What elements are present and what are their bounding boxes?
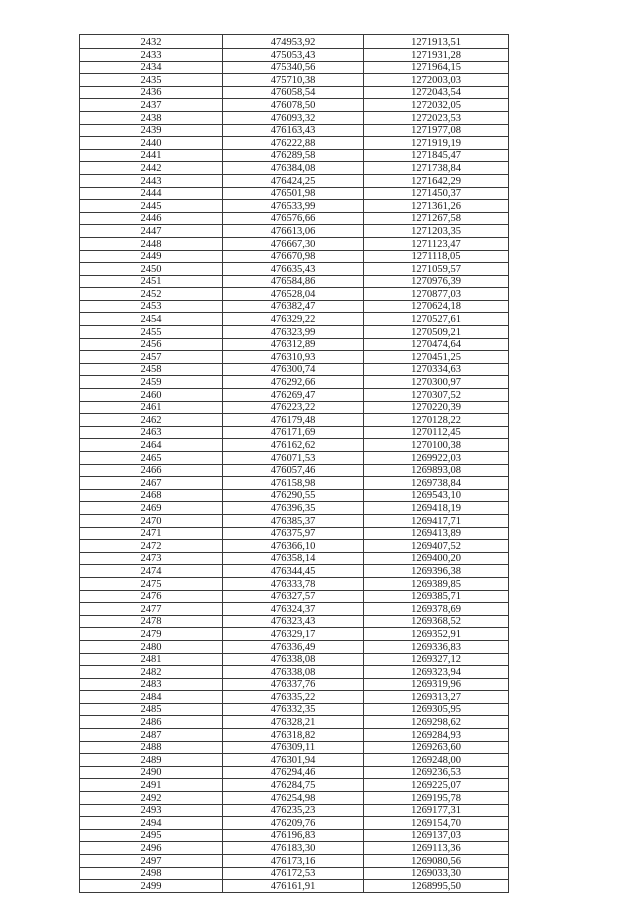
point-number-cell: 2487 [80, 729, 223, 742]
y-coordinate-cell: 1270128,22 [364, 414, 509, 427]
x-coordinate-cell: 476057,46 [223, 464, 364, 477]
y-coordinate-cell: 1269385,71 [364, 590, 509, 603]
point-number-cell: 2488 [80, 741, 223, 754]
x-coordinate-cell: 476335,22 [223, 691, 364, 704]
y-coordinate-cell: 1269195,78 [364, 792, 509, 805]
table-row [80, 263, 509, 276]
x-coordinate-cell: 476338,08 [223, 666, 364, 679]
table-row [80, 527, 509, 540]
x-coordinate-cell: 476292,66 [223, 376, 364, 389]
y-coordinate-cell: 1269080,56 [364, 855, 509, 868]
y-coordinate-cell: 1270100,38 [364, 439, 509, 452]
x-coordinate-cell: 476162,62 [223, 439, 364, 452]
point-number-cell: 2437 [80, 99, 223, 112]
y-coordinate-cell: 1269154,70 [364, 817, 509, 830]
point-number-cell: 2491 [80, 779, 223, 792]
table-row [80, 792, 509, 805]
coordinates-table-body [80, 35, 509, 893]
point-number-cell: 2443 [80, 174, 223, 187]
x-coordinate-cell: 476163,43 [223, 124, 364, 137]
y-coordinate-cell: 1270509,21 [364, 326, 509, 339]
point-number-cell: 2479 [80, 628, 223, 641]
point-number-cell: 2465 [80, 452, 223, 465]
x-coordinate-cell: 476179,48 [223, 414, 364, 427]
point-number-cell: 2451 [80, 275, 223, 288]
y-coordinate-cell: 1268995,50 [364, 880, 509, 893]
x-coordinate-cell: 476327,57 [223, 590, 364, 603]
y-coordinate-cell: 1271738,84 [364, 162, 509, 175]
point-number-cell: 2489 [80, 754, 223, 767]
x-coordinate-cell: 476289,58 [223, 149, 364, 162]
point-number-cell: 2446 [80, 212, 223, 225]
point-number-cell: 2483 [80, 678, 223, 691]
table-row [80, 288, 509, 301]
x-coordinate-cell: 476366,10 [223, 540, 364, 553]
point-number-cell: 2484 [80, 691, 223, 704]
x-coordinate-cell: 476284,75 [223, 779, 364, 792]
point-number-cell: 2477 [80, 603, 223, 616]
table-row [80, 691, 509, 704]
x-coordinate-cell: 476290,55 [223, 489, 364, 502]
table-row [80, 766, 509, 779]
point-number-cell: 2499 [80, 880, 223, 893]
y-coordinate-cell: 1271203,35 [364, 225, 509, 238]
table-row [80, 111, 509, 124]
y-coordinate-cell: 1269033,30 [364, 867, 509, 880]
table-row [80, 779, 509, 792]
y-coordinate-cell: 1269327,12 [364, 653, 509, 666]
point-number-cell: 2463 [80, 426, 223, 439]
point-number-cell: 2460 [80, 389, 223, 402]
point-number-cell: 2469 [80, 502, 223, 515]
point-number-cell: 2472 [80, 540, 223, 553]
table-row [80, 250, 509, 263]
x-coordinate-cell: 476375,97 [223, 527, 364, 540]
x-coordinate-cell: 476332,35 [223, 703, 364, 716]
point-number-cell: 2473 [80, 552, 223, 565]
table-row [80, 464, 509, 477]
point-number-cell: 2462 [80, 414, 223, 427]
coordinates-table [79, 34, 509, 893]
y-coordinate-cell: 1271964,15 [364, 61, 509, 74]
x-coordinate-cell: 476323,43 [223, 615, 364, 628]
x-coordinate-cell: 476172,53 [223, 867, 364, 880]
y-coordinate-cell: 1269137,03 [364, 829, 509, 842]
table-row [80, 35, 509, 49]
table-row [80, 565, 509, 578]
x-coordinate-cell: 475710,38 [223, 74, 364, 87]
x-coordinate-cell: 476338,08 [223, 653, 364, 666]
x-coordinate-cell: 476223,22 [223, 401, 364, 414]
x-coordinate-cell: 476078,50 [223, 99, 364, 112]
table-row [80, 514, 509, 527]
point-number-cell: 2448 [80, 237, 223, 250]
point-number-cell: 2456 [80, 338, 223, 351]
point-number-cell: 2496 [80, 842, 223, 855]
y-coordinate-cell: 1269407,52 [364, 540, 509, 553]
table-row [80, 678, 509, 691]
y-coordinate-cell: 1270624,18 [364, 300, 509, 313]
y-coordinate-cell: 1269248,00 [364, 754, 509, 767]
y-coordinate-cell: 1271642,29 [364, 174, 509, 187]
x-coordinate-cell: 476310,93 [223, 351, 364, 364]
y-coordinate-cell: 1271267,58 [364, 212, 509, 225]
y-coordinate-cell: 1269378,69 [364, 603, 509, 616]
table-row [80, 842, 509, 855]
table-row [80, 666, 509, 679]
x-coordinate-cell: 476533,99 [223, 200, 364, 213]
y-coordinate-cell: 1271931,28 [364, 49, 509, 62]
point-number-cell: 2490 [80, 766, 223, 779]
point-number-cell: 2450 [80, 263, 223, 276]
x-coordinate-cell: 476058,54 [223, 86, 364, 99]
point-number-cell: 2439 [80, 124, 223, 137]
point-number-cell: 2471 [80, 527, 223, 540]
point-number-cell: 2454 [80, 313, 223, 326]
table-row [80, 300, 509, 313]
y-coordinate-cell: 1271450,37 [364, 187, 509, 200]
point-number-cell: 2475 [80, 577, 223, 590]
y-coordinate-cell: 1269738,84 [364, 477, 509, 490]
table-row [80, 829, 509, 842]
x-coordinate-cell: 476158,98 [223, 477, 364, 490]
table-row [80, 855, 509, 868]
point-number-cell: 2493 [80, 804, 223, 817]
y-coordinate-cell: 1269225,07 [364, 779, 509, 792]
point-number-cell: 2474 [80, 565, 223, 578]
table-row [80, 212, 509, 225]
x-coordinate-cell: 474953,92 [223, 35, 364, 49]
table-row [80, 338, 509, 351]
y-coordinate-cell: 1269396,38 [364, 565, 509, 578]
table-row [80, 817, 509, 830]
x-coordinate-cell: 476344,45 [223, 565, 364, 578]
x-coordinate-cell: 476576,66 [223, 212, 364, 225]
point-number-cell: 2459 [80, 376, 223, 389]
point-number-cell: 2485 [80, 703, 223, 716]
x-coordinate-cell: 476093,32 [223, 111, 364, 124]
table-row [80, 653, 509, 666]
y-coordinate-cell: 1270220,39 [364, 401, 509, 414]
table-row [80, 200, 509, 213]
table-row [80, 363, 509, 376]
y-coordinate-cell: 1272023,53 [364, 111, 509, 124]
table-row [80, 452, 509, 465]
y-coordinate-cell: 1269298,62 [364, 716, 509, 729]
x-coordinate-cell: 476336,49 [223, 640, 364, 653]
y-coordinate-cell: 1269336,83 [364, 640, 509, 653]
x-coordinate-cell: 476613,06 [223, 225, 364, 238]
point-number-cell: 2476 [80, 590, 223, 603]
y-coordinate-cell: 1269418,19 [364, 502, 509, 515]
y-coordinate-cell: 1271059,57 [364, 263, 509, 276]
x-coordinate-cell: 476584,86 [223, 275, 364, 288]
point-number-cell: 2435 [80, 74, 223, 87]
table-row [80, 326, 509, 339]
table-row [80, 137, 509, 150]
x-coordinate-cell: 476222,88 [223, 137, 364, 150]
point-number-cell: 2434 [80, 61, 223, 74]
table-row [80, 74, 509, 87]
table-row [80, 577, 509, 590]
point-number-cell: 2436 [80, 86, 223, 99]
point-number-cell: 2455 [80, 326, 223, 339]
y-coordinate-cell: 1269284,93 [364, 729, 509, 742]
y-coordinate-cell: 1269177,31 [364, 804, 509, 817]
point-number-cell: 2480 [80, 640, 223, 653]
x-coordinate-cell: 476183,30 [223, 842, 364, 855]
x-coordinate-cell: 476384,08 [223, 162, 364, 175]
y-coordinate-cell: 1269352,91 [364, 628, 509, 641]
table-row [80, 552, 509, 565]
point-number-cell: 2470 [80, 514, 223, 527]
point-number-cell: 2441 [80, 149, 223, 162]
table-row [80, 313, 509, 326]
table-row [80, 162, 509, 175]
table-row [80, 729, 509, 742]
x-coordinate-cell: 476301,94 [223, 754, 364, 767]
x-coordinate-cell: 476196,83 [223, 829, 364, 842]
y-coordinate-cell: 1270300,97 [364, 376, 509, 389]
x-coordinate-cell: 476328,21 [223, 716, 364, 729]
table-row [80, 237, 509, 250]
x-coordinate-cell: 476171,69 [223, 426, 364, 439]
y-coordinate-cell: 1269922,03 [364, 452, 509, 465]
y-coordinate-cell: 1269368,52 [364, 615, 509, 628]
x-coordinate-cell: 476670,98 [223, 250, 364, 263]
table-row [80, 439, 509, 452]
table-row [80, 225, 509, 238]
x-coordinate-cell: 476667,30 [223, 237, 364, 250]
x-coordinate-cell: 476324,37 [223, 603, 364, 616]
x-coordinate-cell: 475340,56 [223, 61, 364, 74]
y-coordinate-cell: 1270527,61 [364, 313, 509, 326]
x-coordinate-cell: 476337,76 [223, 678, 364, 691]
y-coordinate-cell: 1269323,94 [364, 666, 509, 679]
table-row [80, 880, 509, 893]
y-coordinate-cell: 1271913,51 [364, 35, 509, 49]
table-row [80, 716, 509, 729]
x-coordinate-cell: 476424,25 [223, 174, 364, 187]
y-coordinate-cell: 1269417,71 [364, 514, 509, 527]
table-row [80, 489, 509, 502]
point-number-cell: 2486 [80, 716, 223, 729]
table-row [80, 590, 509, 603]
table-row [80, 628, 509, 641]
x-coordinate-cell: 476358,14 [223, 552, 364, 565]
y-coordinate-cell: 1271919,19 [364, 137, 509, 150]
y-coordinate-cell: 1270307,52 [364, 389, 509, 402]
point-number-cell: 2497 [80, 855, 223, 868]
x-coordinate-cell: 476501,98 [223, 187, 364, 200]
y-coordinate-cell: 1269263,60 [364, 741, 509, 754]
y-coordinate-cell: 1269236,53 [364, 766, 509, 779]
y-coordinate-cell: 1272032,05 [364, 99, 509, 112]
y-coordinate-cell: 1271118,05 [364, 250, 509, 263]
y-coordinate-cell: 1272043,54 [364, 86, 509, 99]
point-number-cell: 2433 [80, 49, 223, 62]
table-row [80, 49, 509, 62]
table-row [80, 502, 509, 515]
table-row [80, 61, 509, 74]
y-coordinate-cell: 1269543,10 [364, 489, 509, 502]
x-coordinate-cell: 476329,22 [223, 313, 364, 326]
table-row [80, 603, 509, 616]
x-coordinate-cell: 476333,78 [223, 577, 364, 590]
x-coordinate-cell: 476254,98 [223, 792, 364, 805]
x-coordinate-cell: 476309,11 [223, 741, 364, 754]
point-number-cell: 2464 [80, 439, 223, 452]
x-coordinate-cell: 476318,82 [223, 729, 364, 742]
y-coordinate-cell: 1269400,20 [364, 552, 509, 565]
table-row [80, 124, 509, 137]
x-coordinate-cell: 476396,35 [223, 502, 364, 515]
table-row [80, 149, 509, 162]
y-coordinate-cell: 1269113,36 [364, 842, 509, 855]
table-row [80, 376, 509, 389]
table-row [80, 187, 509, 200]
table-row [80, 275, 509, 288]
y-coordinate-cell: 1271845,47 [364, 149, 509, 162]
point-number-cell: 2457 [80, 351, 223, 364]
y-coordinate-cell: 1269413,89 [364, 527, 509, 540]
point-number-cell: 2482 [80, 666, 223, 679]
y-coordinate-cell: 1271123,47 [364, 237, 509, 250]
table-row [80, 867, 509, 880]
point-number-cell: 2458 [80, 363, 223, 376]
point-number-cell: 2494 [80, 817, 223, 830]
point-number-cell: 2444 [80, 187, 223, 200]
y-coordinate-cell: 1270976,39 [364, 275, 509, 288]
x-coordinate-cell: 476269,47 [223, 389, 364, 402]
table-row [80, 540, 509, 553]
point-number-cell: 2498 [80, 867, 223, 880]
x-coordinate-cell: 475053,43 [223, 49, 364, 62]
y-coordinate-cell: 1270877,03 [364, 288, 509, 301]
table-row [80, 703, 509, 716]
table-row [80, 426, 509, 439]
y-coordinate-cell: 1271361,26 [364, 200, 509, 213]
point-number-cell: 2478 [80, 615, 223, 628]
table-row [80, 86, 509, 99]
point-number-cell: 2442 [80, 162, 223, 175]
table-row [80, 351, 509, 364]
y-coordinate-cell: 1269389,85 [364, 577, 509, 590]
table-row [80, 804, 509, 817]
point-number-cell: 2445 [80, 200, 223, 213]
point-number-cell: 2452 [80, 288, 223, 301]
x-coordinate-cell: 476173,16 [223, 855, 364, 868]
x-coordinate-cell: 476294,46 [223, 766, 364, 779]
point-number-cell: 2432 [80, 35, 223, 49]
point-number-cell: 2466 [80, 464, 223, 477]
x-coordinate-cell: 476635,43 [223, 263, 364, 276]
table-row [80, 99, 509, 112]
y-coordinate-cell: 1272003,03 [364, 74, 509, 87]
x-coordinate-cell: 476323,99 [223, 326, 364, 339]
point-number-cell: 2481 [80, 653, 223, 666]
table-row [80, 754, 509, 767]
table-row [80, 174, 509, 187]
y-coordinate-cell: 1269305,95 [364, 703, 509, 716]
table-row [80, 401, 509, 414]
x-coordinate-cell: 476528,04 [223, 288, 364, 301]
y-coordinate-cell: 1269319,96 [364, 678, 509, 691]
y-coordinate-cell: 1270451,25 [364, 351, 509, 364]
point-number-cell: 2467 [80, 477, 223, 490]
point-number-cell: 2453 [80, 300, 223, 313]
x-coordinate-cell: 476329,17 [223, 628, 364, 641]
table-row [80, 640, 509, 653]
x-coordinate-cell: 476312,89 [223, 338, 364, 351]
point-number-cell: 2461 [80, 401, 223, 414]
y-coordinate-cell: 1269893,08 [364, 464, 509, 477]
y-coordinate-cell: 1270112,45 [364, 426, 509, 439]
point-number-cell: 2447 [80, 225, 223, 238]
table-row [80, 414, 509, 427]
x-coordinate-cell: 476235,23 [223, 804, 364, 817]
x-coordinate-cell: 476385,37 [223, 514, 364, 527]
x-coordinate-cell: 476209,76 [223, 817, 364, 830]
x-coordinate-cell: 476161,91 [223, 880, 364, 893]
table-row [80, 389, 509, 402]
table-row [80, 477, 509, 490]
table-row [80, 741, 509, 754]
point-number-cell: 2440 [80, 137, 223, 150]
point-number-cell: 2449 [80, 250, 223, 263]
point-number-cell: 2438 [80, 111, 223, 124]
x-coordinate-cell: 476382,47 [223, 300, 364, 313]
y-coordinate-cell: 1270474,64 [364, 338, 509, 351]
point-number-cell: 2495 [80, 829, 223, 842]
point-number-cell: 2468 [80, 489, 223, 502]
y-coordinate-cell: 1271977,08 [364, 124, 509, 137]
x-coordinate-cell: 476071,53 [223, 452, 364, 465]
y-coordinate-cell: 1270334,63 [364, 363, 509, 376]
point-number-cell: 2492 [80, 792, 223, 805]
x-coordinate-cell: 476300,74 [223, 363, 364, 376]
table-row [80, 615, 509, 628]
y-coordinate-cell: 1269313,27 [364, 691, 509, 704]
